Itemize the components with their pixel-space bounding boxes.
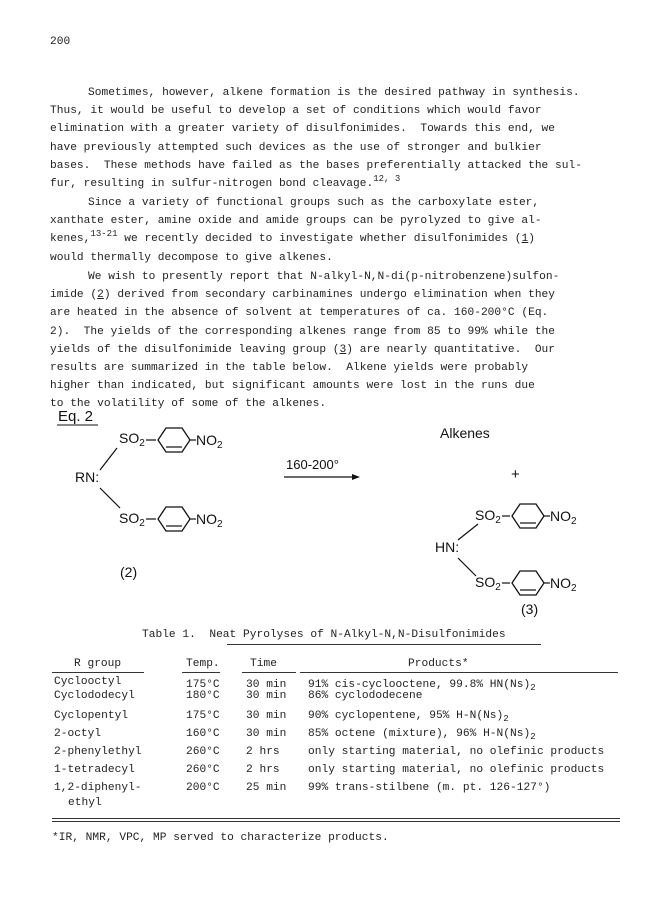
so2-group: $SO_2$: [119, 510, 145, 529]
header-rule: [52, 672, 144, 673]
cell-temp: 200°C: [186, 782, 220, 794]
table-caption: Table 1. Neat Pyrolyses of N-Alkyl-N,N-Disulfonimides: [142, 629, 506, 641]
cell-rgroup: 1,2-diphenyl-: [54, 782, 142, 794]
cell-products: 99% trans-stilbene (m. pt. 126-127°): [308, 782, 551, 794]
benzene-ring-icon: [512, 571, 544, 595]
cell-temp: 180°C: [186, 690, 220, 702]
cell-rgroup-cont: ethyl: [68, 797, 102, 809]
benzene-ring-icon: [158, 507, 190, 531]
text-fragment: ) are nearly quantitative. Our: [346, 343, 556, 356]
table-bottom-rule: [52, 818, 620, 819]
text-line: would thermally decompose to give alkenes.: [50, 251, 333, 264]
no2-group: $NO_2$: [550, 508, 577, 527]
text-line: to the volatility of some of the alkenes.: [50, 398, 327, 411]
cell-rgroup: Cyclooctyl: [54, 676, 122, 688]
so2-group: $SO_2$: [119, 430, 145, 449]
cell-rgroup: Cyclododecyl: [54, 690, 135, 702]
cell-rgroup: 2-octyl: [54, 728, 102, 740]
cell-products: [308, 710, 509, 722]
page-number: 200: [50, 36, 71, 48]
paragraph-1: [50, 84, 625, 193]
caption-underline: [227, 644, 541, 645]
text-line: are heated in the absence of solvent at temperatures of ca. 160-200°C (Eq.: [50, 307, 549, 320]
text-line: elimination with a greater variety of disulfonimides. Towards this end, we: [50, 123, 556, 136]
cell-time: 25 min: [246, 782, 287, 794]
benzene-ring-icon: [512, 504, 544, 528]
cell-products: [308, 728, 536, 740]
table-footnote: *IR, NMR, VPC, MP served to characterize products.: [52, 832, 389, 844]
header-rule: [182, 672, 220, 673]
column-header-time: Time: [250, 658, 277, 670]
subscript: 2: [503, 714, 509, 724]
text-fragment: yields of the disulfonimide leaving group (: [50, 343, 340, 356]
cell-time: 30 min: [246, 728, 287, 740]
reaction-condition: 160-200°: [286, 457, 339, 472]
compound-ref: 3: [339, 343, 347, 356]
text-fragment: ) derived from secondary carbinamines undergo elimination when they: [103, 289, 556, 302]
cell-products: 86% cyclododecene: [308, 690, 423, 702]
text-fragment: we recently decided to investigate whether disulfonimides (: [117, 233, 522, 246]
text-line: [50, 175, 625, 193]
cell-temp: 260°C: [186, 746, 220, 758]
subscript: 2: [530, 683, 536, 693]
text-line: bases. These methods have failed as the bases preferentially attacked the sul-: [50, 159, 582, 172]
text-fragment: imide (: [50, 289, 98, 302]
text-line: Since a variety of functional groups such as the carboxylate ester,: [88, 197, 540, 209]
header-rule: [300, 672, 618, 673]
benzene-ring-icon: [158, 428, 190, 452]
cell-rgroup: 1-tetradecyl: [54, 764, 135, 776]
cell-time: 30 min: [246, 710, 287, 722]
text-line: [50, 286, 625, 304]
cell-time: 30 min: [246, 690, 287, 702]
text-line: higher than indicated, but significant amounts were lost in the runs due: [50, 380, 535, 393]
cell-temp: 175°C: [186, 710, 220, 722]
text-line: xanthate ester, amine oxide and amide groups can be pyrolyzed to give al-: [50, 215, 542, 228]
cell-time: 2 hrs: [246, 764, 280, 776]
text-fragment: ): [528, 233, 535, 246]
column-header-rgroup: R group: [74, 658, 122, 670]
citation-ref: 12, 3: [373, 174, 401, 185]
text-fragment: fur, resulting in sulfur-nitrogen bond cleavage.: [50, 178, 374, 191]
products-text: 90% cyclopentene, 95% H-N(Ns): [308, 710, 504, 722]
rn-group: RN:: [75, 469, 100, 485]
text-line: results are summarized in the table below. Alkene yields were probably: [50, 362, 529, 375]
text-line: [50, 341, 625, 359]
so2-group: $SO_2$: [475, 574, 501, 593]
text-line: 2). The yields of the corresponding alkenes range from 85 to 99% while the: [50, 325, 556, 338]
compound-ref: 2: [97, 289, 104, 302]
column-header-products: Products*: [408, 658, 469, 670]
cell-products: only starting material, no olefinic products: [308, 746, 605, 758]
product-alkenes: Alkenes: [440, 425, 490, 441]
plus-sign: +: [511, 466, 520, 483]
table-body: [52, 676, 622, 809]
subscript: 2: [530, 732, 536, 742]
no2-group: $NO_2$: [196, 432, 223, 451]
text-line: [50, 230, 625, 248]
compound-3-label: (3): [521, 601, 539, 617]
cell-temp: 175°C: [186, 679, 220, 691]
hn-group: HN:: [435, 539, 460, 555]
cell-rgroup: 2-phenylethyl: [54, 746, 142, 758]
header-rule: [242, 672, 296, 673]
citation-ref: 13-21: [90, 229, 118, 240]
cell-temp: 160°C: [186, 728, 220, 740]
compound-2-label: (2): [120, 564, 138, 580]
cell-temp: 260°C: [186, 764, 220, 776]
cell-time: 2 hrs: [246, 746, 280, 758]
compound-ref: 1: [521, 233, 529, 246]
no2-group: $NO_2$: [550, 575, 577, 594]
cell-time: 30 min: [246, 679, 287, 691]
so2-group: $SO_2$: [475, 507, 501, 526]
column-header-temp: Temp.: [186, 658, 220, 670]
cell-products: only starting material, no olefinic products: [308, 764, 605, 776]
text-line: Sometimes, however, alkene formation is the desired pathway in synthesis.: [88, 87, 580, 99]
reaction-scheme: [0, 400, 672, 620]
products-text: 91% cis-cyclooctene, 99.8% HN(Ns): [308, 679, 531, 691]
text-line: We wish to presently report that N-alkyl-N,N-di(p-nitrobenzene)sulfon-: [88, 271, 560, 283]
no2-group: $NO_2$: [196, 511, 223, 530]
paragraph-2: [50, 194, 625, 267]
products-text: 85% octene (mixture), 96% H-N(Ns): [308, 728, 531, 740]
text-fragment: kenes,: [50, 233, 91, 246]
equation-label: Eq. 2: [58, 408, 94, 425]
cell-rgroup: Cyclopentyl: [54, 710, 129, 722]
text-line: Thus, it would be useful to develop a set of conditions which would favor: [50, 105, 542, 118]
table-bottom-rule: [52, 821, 620, 822]
paragraph-3: [50, 268, 625, 414]
text-line: have previously attempted such devices as the use of stronger and bulkier: [50, 141, 542, 154]
